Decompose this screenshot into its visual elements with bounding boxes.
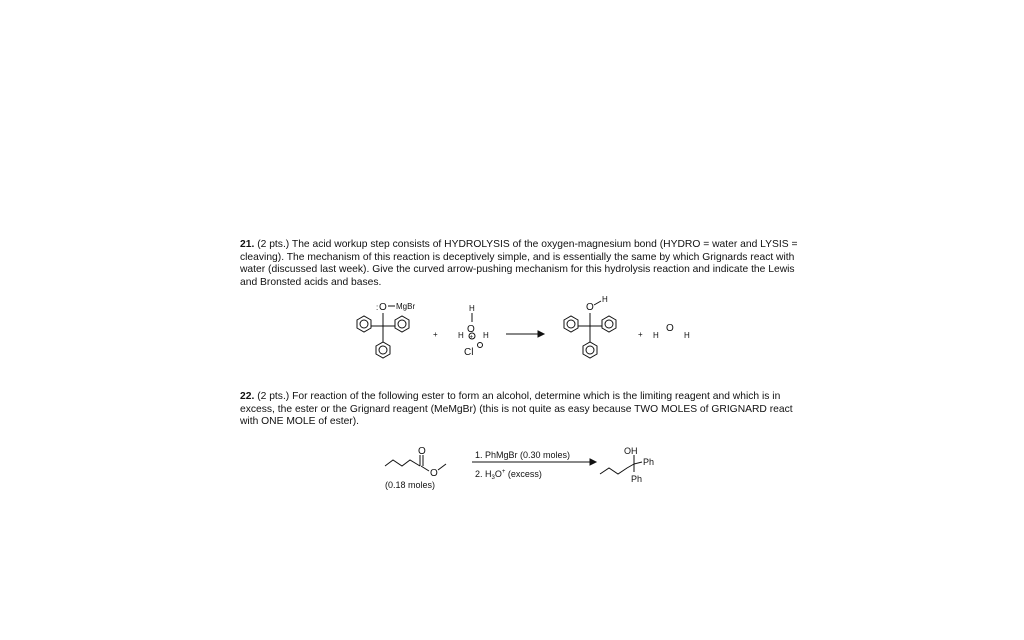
ester-moles-label: (0.18 moles) xyxy=(385,480,436,490)
plus-sign: + xyxy=(433,330,438,339)
h-top: H xyxy=(469,304,475,313)
plus-sign-2: + xyxy=(638,330,643,339)
reagent-2-oxygen: O xyxy=(494,469,502,479)
question-22-text: (2 pts.) For reaction of the following ester to form an alcohol, determine which is the limiting reagent and which is in excess, the ester or the Grignard reagent (MeMgBr) (this is not quite as easy because TWO MOLES of GRIGNARD react with ONE MOLE of ester). xyxy=(240,391,793,428)
reagent-line-2 xyxy=(475,469,542,481)
tertiary-alcohol-structure xyxy=(600,446,654,484)
mgbr-label: MgBr xyxy=(396,302,416,311)
product-ph-label-1: Ph xyxy=(643,457,655,467)
question-22-number: 22. xyxy=(240,391,255,402)
reagent-2-subscript: 3 xyxy=(491,475,495,481)
product-oh-label: OH xyxy=(624,446,638,456)
ester-carbonyl-oxygen: O xyxy=(418,446,426,457)
ester-c-o-bond xyxy=(421,466,429,471)
ester-alkoxy-oxygen: O xyxy=(430,468,438,479)
alkoxide-oxygen-label: O xyxy=(379,302,387,313)
water-h-left: H xyxy=(653,331,659,340)
question-21-number: 21. xyxy=(240,239,255,250)
methyl-bond xyxy=(438,464,446,470)
ester-structure xyxy=(385,446,446,490)
product-oxygen: O xyxy=(586,302,594,313)
reagent-2-suffix: (excess) xyxy=(505,469,542,479)
lone-pair-dots: : xyxy=(376,303,379,312)
charge-plus: + xyxy=(469,334,474,341)
question-21-text: (2 pts.) The acid workup step consists of HYDROLYSIS of the oxygen-magnesium bond (HYDRO = water and LYSIS = cleaving). The mechanism of this reaction is deceptively simple, and is essentially the same by which Grignards react with water (discussed last week). Give the curved arrow-pushing mechanism for this hydrolysis reaction and indicate the Lewis and Bronsted acids and bases. xyxy=(240,239,798,288)
product-carbon-chain xyxy=(600,464,634,474)
reagent-2-prefix: 2. H xyxy=(475,469,492,479)
hydronium-oxygen: O xyxy=(467,324,475,335)
h-left: H xyxy=(458,331,464,340)
water-oxygen: O xyxy=(666,323,674,334)
h-right: H xyxy=(483,331,489,340)
c-ph-bond-1 xyxy=(634,462,642,464)
arrowhead-icon xyxy=(590,459,596,465)
reagent-line-1: 1. PhMgBr (0.30 moles) xyxy=(475,450,571,460)
water-h-right: H xyxy=(684,331,690,340)
product-h: H xyxy=(602,295,608,304)
reagent-2-superscript: + xyxy=(501,469,506,475)
chloride-label: Cl xyxy=(464,347,474,358)
product-ph-label-2: Ph xyxy=(631,474,643,484)
ester-carbon-chain xyxy=(385,460,420,466)
